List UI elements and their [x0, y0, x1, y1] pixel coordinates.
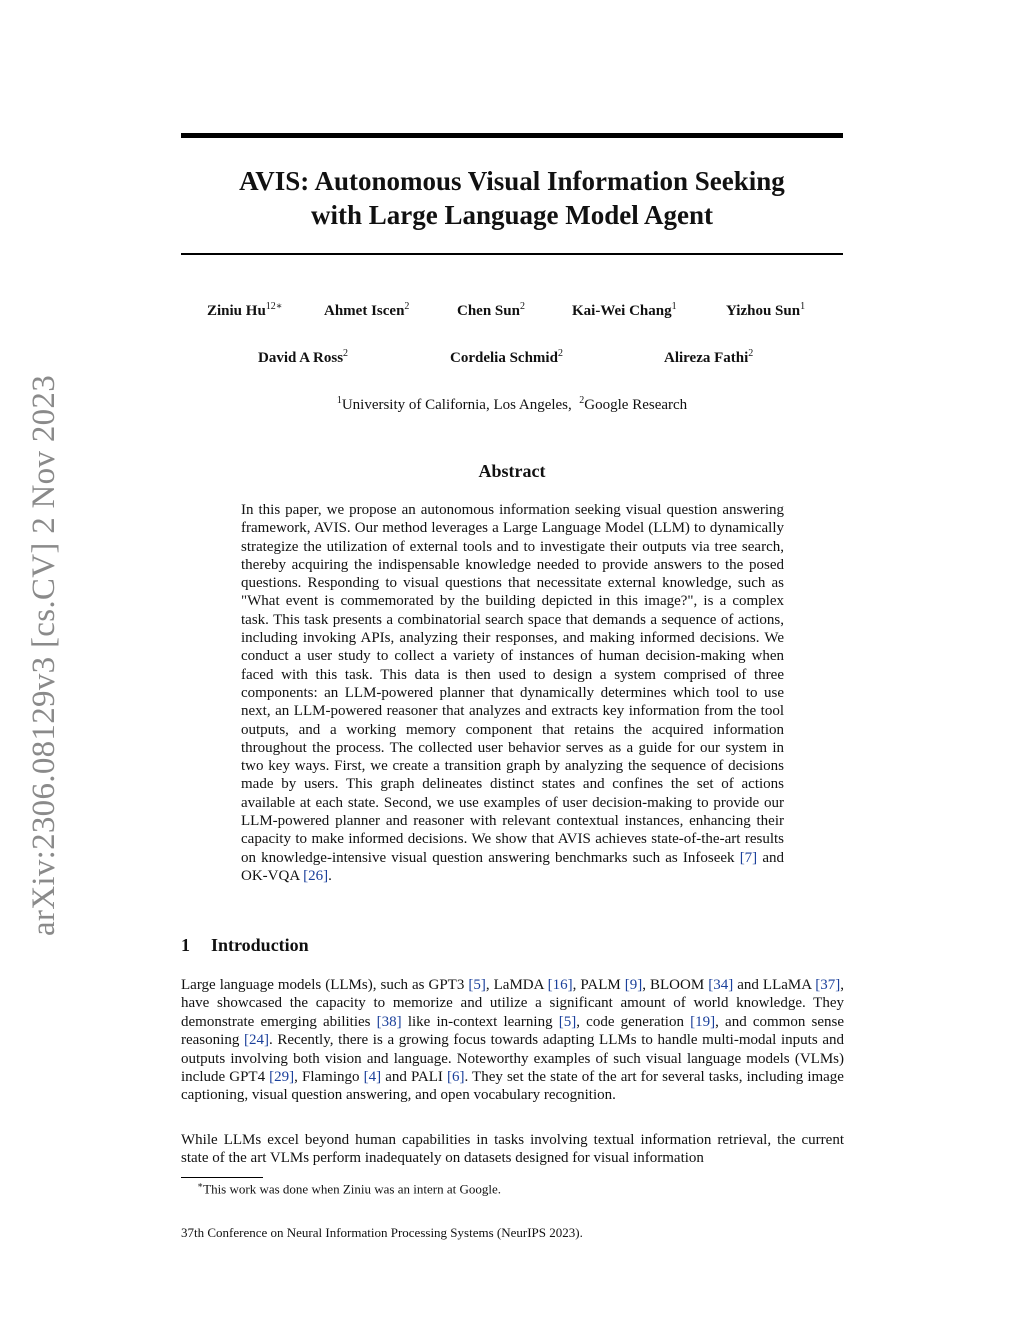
- section-title: Introduction: [211, 935, 309, 955]
- footnote-rule: [181, 1177, 263, 1178]
- intro-paragraph-1: [181, 976, 844, 1105]
- footnote: ∗This work was done when Ziniu was an intern at Google.: [197, 1180, 501, 1197]
- intro-text: and PALI: [381, 1069, 447, 1086]
- citation-link[interactable]: [7]: [739, 849, 758, 866]
- title-top-rule: [181, 133, 843, 138]
- citation-link[interactable]: [16]: [547, 977, 573, 993]
- citation-link[interactable]: [19]: [690, 1013, 716, 1030]
- citation-link[interactable]: [5]: [558, 1013, 577, 1030]
- author-kai-wei-chang: Kai-Wei Chang$^1$: [572, 301, 677, 319]
- author-yizhou-sun: Yizhou Sun$^1$: [726, 301, 806, 319]
- intro-text: like in-context learning: [401, 1013, 559, 1030]
- title-line-1: AVIS: Autonomous Visual Information Seeking: [239, 166, 785, 196]
- author-cordelia-schmid: Cordelia Schmid$^2$: [450, 348, 563, 366]
- intro-text: , LaMDA: [485, 977, 548, 993]
- author-david-ross: David A Ross$^2$: [258, 348, 349, 366]
- venue-footer: 37th Conference on Neural Information Processing Systems (NeurIPS 2023).: [181, 1225, 583, 1240]
- author-alireza-fathi: Alireza Fathi$^2$: [664, 348, 754, 366]
- citation-link[interactable]: [9]: [624, 977, 643, 993]
- intro-text: , Flamingo: [294, 1069, 364, 1086]
- affiliation-ucla: University of California, Los Angeles,: [341, 397, 572, 413]
- abstract-body: In this paper, we propose an autonomous information seeking visual question answering framework, AVIS. Our method leverages a Large Language Model (LLM) to dynamically strategize the utilization of external tools and to investigate their outputs via tree search, thereby acquiring the indispensable knowledge needed to provide answers to the posed questions. Responding to visual questions that necessitate external knowledge, such as "What event is commemorated by the building depicted in this image?", is a complex task. This task presents a combinatorial search space that demands a sequence of actions, including invoking APIs, analyzing their responses, and making informed decisions. We conduct a user study to collect a variety of instances of human decision-making when faced with this task. This data is then used to design a system comprised of three components: an LLM-powered planner that dynamically determines which tool to use next, an LLM-powered reasoner that analyzes and extracts key information from the tool outputs, and a working memory component that retains the acquired information throughout the process. The collected user behavior serves as a guide for our system in two key ways. First, we create a transition graph by analyzing the sequence of decisions made by users. This graph delineates distinct states and confines the set of actions available at each state. Second, we use examples of user decision-making to provide our LLM-powered planner and reasoner with relevant contextual instances, enhancing their capacity to make informed decisions. We show that AVIS achieves state-of-the-art results on knowledge-intensive visual question answering benchmarks such as Infoseek [7] and OK-VQA [26].: [241, 502, 784, 884]
- paper-title: [181, 164, 843, 232]
- intro-text: , PALM: [572, 977, 625, 993]
- author-chen-sun: Chen Sun$^2$: [457, 301, 525, 319]
- arxiv-stamp: [26, 355, 63, 955]
- section-number: 1: [181, 935, 190, 955]
- affiliations: $^1$University of California, Los Angeles, $^2$Google Research: [336, 395, 688, 413]
- intro-text: . Recently, there is a growing focus towards adapting LLMs to handle multi-modal inputs and outputs involving both vision and language. Noteworthy examples of such visual language models (VLMs) include GPT4: [181, 1032, 844, 1086]
- intro-text: and LLaMA: [733, 977, 816, 993]
- intro-text: , have showcased the capacity to memorize and utilize a significant amount of world knowledge. They demonstrate emerging abilities: [181, 977, 845, 1030]
- intro-text: Large language models (LLMs), such as GPT3: [181, 977, 469, 993]
- citation-link[interactable]: [38]: [376, 1013, 402, 1030]
- citation-link[interactable]: [26]: [303, 867, 329, 884]
- section-heading-introduction: [181, 935, 309, 956]
- intro-paragraph-2: While LLMs excel beyond human capabilities in tasks involving textual information retrieval, the current state of the art VLMs perform inadequately on datasets designed for visual information: [181, 1132, 844, 1167]
- intro-text: , BLOOM: [642, 977, 709, 993]
- citation-link[interactable]: [24]: [243, 1032, 269, 1049]
- citation-link[interactable]: [6]: [446, 1069, 465, 1086]
- intro-text: . They set the state of the art for several tasks, including image captioning, visual question answering, and open vocabulary recognition.: [181, 1069, 844, 1104]
- title-line-2: with Large Language Model Agent: [311, 200, 713, 230]
- author-ziniu-hu: Ziniu $Hu^{12∗}$: [207, 301, 283, 319]
- arxiv-stamp-text: arXiv:2306.08129v3 [cs.CV] 2 Nov 2023: [26, 374, 63, 936]
- citation-link[interactable]: [37]: [815, 977, 841, 993]
- affiliation-google: Google Research: [584, 397, 688, 413]
- citation-link[interactable]: [34]: [708, 977, 734, 993]
- citation-link[interactable]: [5]: [468, 977, 486, 993]
- title-bottom-rule: [181, 253, 843, 255]
- citation-link[interactable]: [29]: [269, 1069, 295, 1086]
- author-ahmet-iscen: Ahmet Iscen$^2$: [324, 301, 410, 319]
- intro-text: , code generation: [576, 1013, 691, 1030]
- abstract-heading: Abstract: [478, 461, 546, 481]
- intro-text: , and common sense reasoning: [181, 1013, 844, 1049]
- citation-link[interactable]: [4]: [363, 1069, 382, 1086]
